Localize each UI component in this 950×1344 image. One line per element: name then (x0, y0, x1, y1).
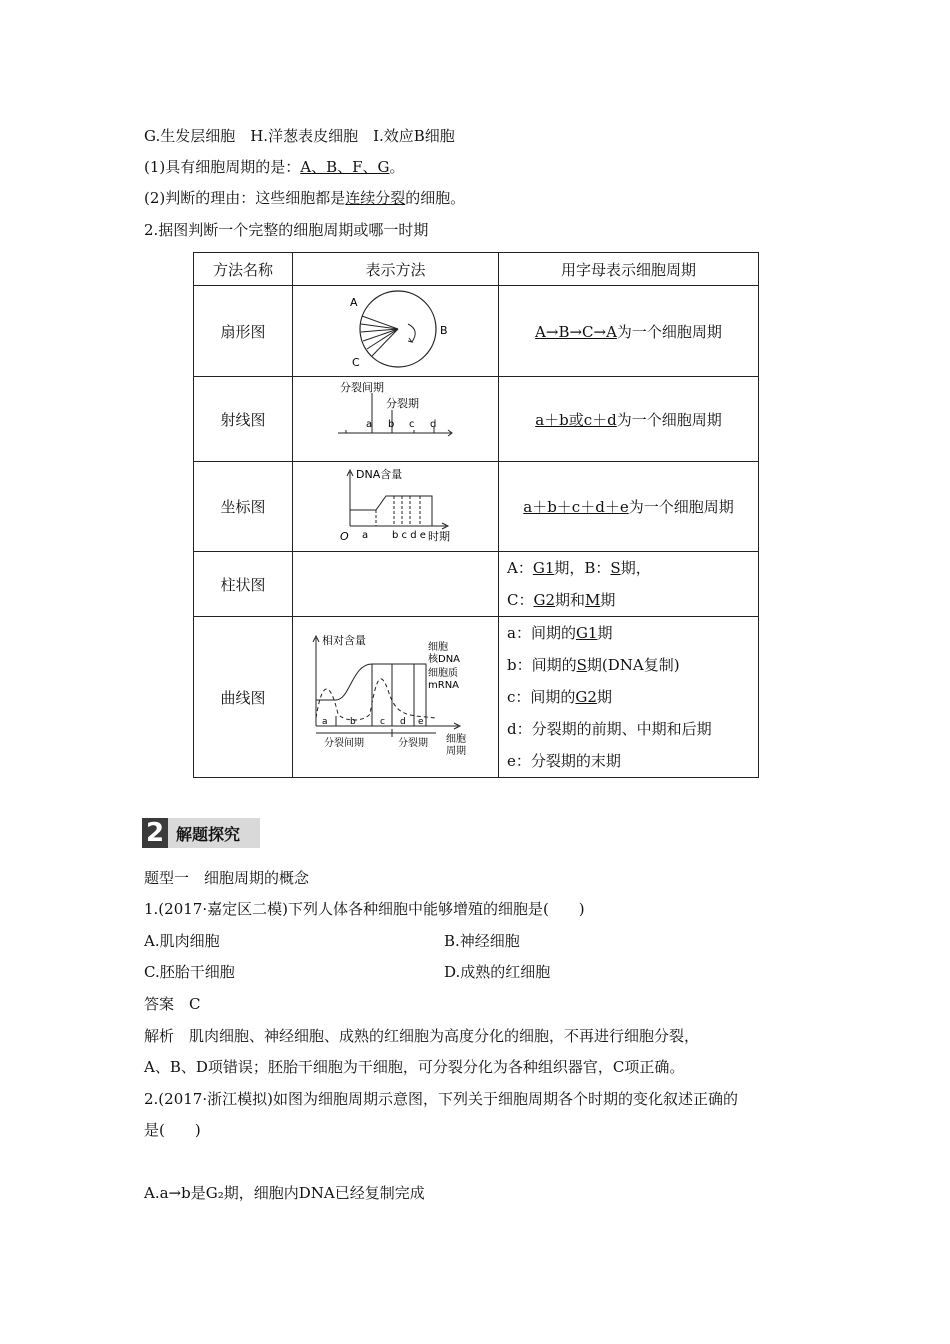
question-2-line: (2)判断的理由：这些细胞都是连续分裂的细胞。 (144, 189, 466, 207)
ray-answer: a＋b或c＋d (535, 410, 617, 429)
coordinate-diagram (336, 466, 456, 544)
q1-option-b: B.神经细胞 (444, 932, 520, 950)
curve-division-label: 分裂期 (397, 738, 428, 749)
curve-label-b: b (349, 717, 356, 727)
row-name: 扇形图 (194, 286, 293, 377)
fan-label-c: C (351, 356, 360, 369)
cells-list-line: G.生发层细胞 H.洋葱表皮细胞 I.效应B细胞 (144, 127, 455, 145)
table-header-row (194, 253, 759, 286)
q1-answer: 答案 C (144, 995, 201, 1013)
table-row-fan (194, 286, 759, 377)
ray-diagram-cell (293, 377, 499, 462)
row-name: 射线图 (194, 377, 293, 462)
coord-ylabel: DNA含量 (355, 467, 402, 481)
table-row-ray (194, 377, 759, 462)
curve-label-d: d (399, 717, 406, 727)
ray-label-c: c (408, 419, 414, 430)
header-letter-notation: 用字母表示细胞周期 (499, 253, 759, 286)
bar-answer-cell (499, 552, 759, 617)
question-2-line-1: 2.(2017·浙江模拟)如图为细胞周期示意图，下列关于细胞周期各个时期的变化叙述正确的 (144, 1090, 738, 1108)
section-number: 2 (142, 818, 168, 848)
curve-mrna-label-1: 细胞质 (427, 668, 458, 679)
section-title: 解题探究 (176, 824, 241, 844)
curve-xlabel-1: 细胞 (445, 734, 466, 745)
curve-label-a: a (321, 717, 328, 727)
curve-line-a: a：间期的G1期 (507, 624, 613, 642)
curve-interphase-label: 分裂间期 (323, 738, 364, 749)
ray-diagram (336, 377, 456, 457)
coord-xlabel: 时期 (427, 529, 450, 543)
header-method-name: 方法名称 (194, 253, 293, 286)
ray-label-division: 分裂期 (385, 397, 419, 410)
fan-diagram (336, 286, 456, 372)
q1-analysis-line-1: 解析 肌肉细胞、神经细胞、成熟的红细胞为高度分化的细胞，不再进行细胞分裂， (144, 1027, 700, 1045)
ray-label-interphase: 分裂间期 (339, 381, 384, 394)
row-name: 坐标图 (194, 462, 293, 552)
header-representation: 表示方法 (293, 253, 499, 286)
question-1-line: (1)具有细胞周期的是：A、B、F、G。 (144, 158, 405, 176)
row-name: 柱状图 (194, 552, 293, 617)
q2-option-a: A.a→b是G₂期，细胞内DNA已经复制完成 (144, 1184, 425, 1202)
q1-option-a: A.肌肉细胞 (144, 932, 220, 950)
curve-dna-label-2: 核DNA (427, 654, 460, 665)
coordinate-answer-cell: a＋b＋c＋d＋e为一个细胞周期 (499, 462, 759, 552)
curve-mrna-label-2: mRNA (427, 680, 459, 691)
table-row-coordinate (194, 462, 759, 552)
curve-diagram (306, 630, 486, 760)
ray-answer-cell: a＋b或c＋d为一个细胞周期 (499, 377, 759, 462)
coord-label-bcde: b c d e (391, 529, 426, 541)
bar-diagram-cell (293, 552, 499, 617)
curve-line-d: d：分裂期的前期、中期和后期 (507, 720, 712, 738)
q1-option-d: D.成熟的红细胞 (444, 963, 551, 981)
coordinate-answer: a＋b＋c＋d＋e (523, 498, 629, 516)
fan-answer-cell: A→B→C→A为一个细胞周期 (499, 286, 759, 377)
curve-dna-label-1: 细胞 (427, 642, 448, 653)
curve-diagram-cell (293, 617, 499, 778)
fan-answer: A→B→C→A (535, 322, 617, 341)
question-2-line-2: 是( ) (144, 1121, 201, 1139)
q2-answer: 连续分裂 (345, 189, 406, 207)
curve-ylabel: 相对含量 (321, 634, 366, 647)
heading-2: 2.据图判断一个完整的细胞周期或哪一时期 (144, 221, 429, 239)
question-1: 1.(2017·嘉定区二模)下列人体各种细胞中能够增殖的细胞是( ) (144, 900, 585, 918)
curve-line-e: e：分裂期的末期 (507, 752, 621, 770)
fan-label-a: A (349, 296, 358, 309)
coord-origin: O (339, 529, 349, 543)
fan-label-b: B (439, 324, 448, 337)
ray-label-a: a (365, 419, 372, 430)
section-heading (142, 818, 260, 848)
cell-cycle-methods-table (193, 252, 759, 778)
bar-line-1: A：G1期，B：S期， (507, 559, 651, 577)
q1-analysis-line-2: A、B、D项错误；胚胎干细胞为干细胞，可分裂分化为各种组织器官，C项正确。 (144, 1058, 685, 1076)
curve-answer-cell (499, 617, 759, 778)
fan-diagram-cell (293, 286, 499, 377)
problem-type-heading: 题型一 细胞周期的概念 (144, 869, 310, 887)
coord-label-a: a (361, 529, 368, 541)
curve-line-b: b：间期的S期(DNA复制) (507, 656, 680, 674)
curve-label-c: c (379, 717, 385, 727)
row-name: 曲线图 (194, 617, 293, 778)
bar-line-2: C：G2期和M期 (507, 591, 616, 609)
curve-xlabel-2: 周期 (445, 746, 466, 757)
q1-option-c: C.胚胎干细胞 (144, 963, 235, 981)
curve-line-c: c：间期的G2期 (507, 688, 612, 706)
table-row-curve (194, 617, 759, 778)
q1-answer: A、B、F、G (300, 158, 390, 176)
table-row-bar (194, 552, 759, 617)
curve-label-e: e (417, 717, 424, 727)
ray-label-d: d (429, 419, 436, 430)
ray-label-b: b (387, 419, 394, 430)
coordinate-diagram-cell (293, 462, 499, 552)
